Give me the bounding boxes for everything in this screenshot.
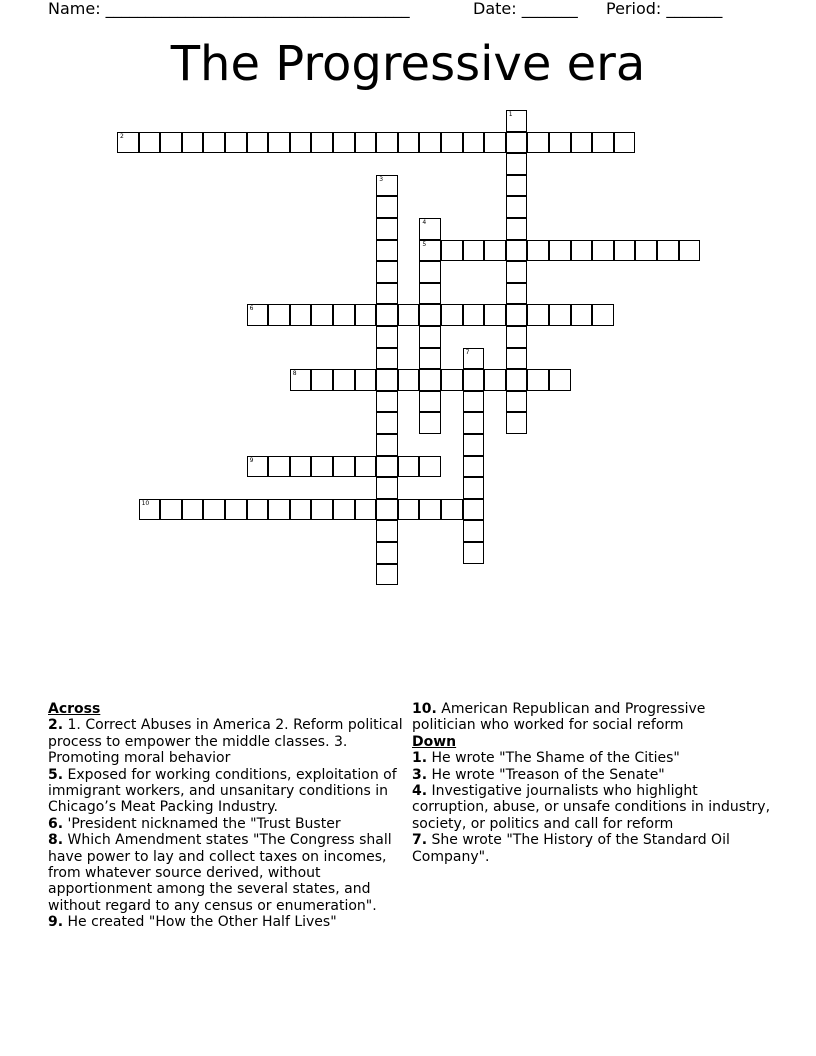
crossword-cell[interactable] [506,304,528,326]
period-field-label[interactable]: Period: _______ [606,0,723,18]
crossword-cell[interactable] [311,499,333,521]
crossword-cell[interactable] [203,132,225,154]
crossword-cell[interactable] [506,369,528,391]
crossword-cell[interactable] [592,240,614,262]
crossword-cell[interactable] [549,304,571,326]
across-clue-8 [48,832,408,914]
crossword-cell[interactable] [463,477,485,499]
crossword-cell[interactable] [614,132,636,154]
crossword-cell[interactable] [182,132,204,154]
crossword-cell[interactable] [484,369,506,391]
crossword-cell[interactable] [635,240,657,262]
crossword-cell[interactable] [376,196,398,218]
crossword-cell[interactable] [268,132,290,154]
crossword-cell[interactable] [376,520,398,542]
crossword-cell[interactable] [463,132,485,154]
crossword-cell[interactable] [355,456,377,478]
down-clue-4 [412,783,772,832]
crossword-cell[interactable] [376,434,398,456]
across-clue-2 [48,717,408,766]
crossword-cell[interactable] [333,132,355,154]
across-clue-5 [48,767,408,816]
crossword-cell[interactable] [463,520,485,542]
crossword-cell[interactable] [290,304,312,326]
crossword-cell[interactable] [419,499,441,521]
crossword-cell[interactable] [441,499,463,521]
crossword-cell[interactable] [506,153,528,175]
down-heading: Down [412,733,457,750]
date-field-label[interactable]: Date: _______ [473,0,578,18]
crossword-cell[interactable] [355,499,377,521]
crossword-cell[interactable] [225,499,247,521]
crossword-cell[interactable] [571,240,593,262]
crossword-cell[interactable] [506,412,528,434]
crossword-cell[interactable] [484,240,506,262]
crossword-cell[interactable] [463,304,485,326]
down-clue-3 [412,767,772,783]
crossword-cell[interactable] [376,391,398,413]
crossword-cell[interactable] [376,240,398,262]
crossword-cell[interactable] [419,132,441,154]
crossword-cell[interactable] [441,304,463,326]
crossword-cell[interactable] [506,240,528,262]
cell-number: 2 [120,132,124,140]
crossword-cell[interactable] [463,499,485,521]
crossword-cell[interactable] [333,456,355,478]
crossword-cell[interactable] [657,240,679,262]
clue-number: 7. [412,832,428,849]
crossword-cell[interactable] [549,369,571,391]
crossword-cell[interactable] [463,348,485,370]
crossword-cell[interactable] [592,304,614,326]
crossword-cell[interactable] [160,132,182,154]
clue-text: Investigative journalists who highlight corruption, abuse, or unsafe conditions in industry, society, or politics and call for reform [412,783,771,832]
crossword-cell[interactable] [376,261,398,283]
crossword-cell[interactable] [506,218,528,240]
crossword-cell[interactable] [182,499,204,521]
down-clue-7 [412,832,772,865]
crossword-cell[interactable] [290,132,312,154]
crossword-cell[interactable] [203,499,225,521]
crossword-cell[interactable] [247,132,269,154]
crossword-cell[interactable] [268,304,290,326]
crossword-cell[interactable] [419,348,441,370]
cell-number: 9 [249,456,254,464]
crossword-cell[interactable] [484,132,506,154]
crossword-cell[interactable] [463,369,485,391]
page-title: The Progressive era [170,36,646,92]
crossword-cell[interactable] [290,369,312,391]
down-clue-1 [412,750,772,766]
crossword-cell[interactable] [398,132,420,154]
crossword-cell[interactable] [376,477,398,499]
crossword-cell[interactable] [506,261,528,283]
clue-text: 'President nicknamed the "Trust Buster [67,815,341,832]
crossword-cell[interactable] [268,499,290,521]
cell-number: 1 [508,111,513,118]
crossword-cell[interactable] [376,456,398,478]
crossword-cell[interactable] [463,434,485,456]
crossword-cell[interactable] [463,240,485,262]
crossword-cell[interactable] [506,110,528,132]
crossword-cell[interactable] [527,304,549,326]
crossword-cell[interactable] [376,412,398,434]
crossword-cell[interactable] [419,283,441,305]
clue-number: 8. [48,832,64,849]
crossword-cell[interactable] [614,240,636,262]
crossword-cell[interactable] [160,499,182,521]
crossword-cell[interactable] [527,240,549,262]
crossword-cell[interactable] [398,456,420,478]
crossword-cell[interactable] [247,304,269,326]
clue-number: 9. [48,914,64,931]
clue-number: 6. [48,815,64,832]
clues-right-column [412,701,772,865]
crossword-cell[interactable] [419,261,441,283]
clue-number: 2. [48,717,64,734]
crossword-cell[interactable] [376,283,398,305]
crossword-cell[interactable] [398,499,420,521]
clue-text: She wrote "The History of the Standard Oil Company". [412,832,730,865]
crossword-cell[interactable] [571,304,593,326]
clue-text: American Republican and Progressive politician who worked for social reform [412,701,706,734]
crossword-cell[interactable] [679,240,701,262]
name-field-label[interactable]: Name: ______________________________________ [48,0,410,18]
crossword-cell[interactable] [398,304,420,326]
cell-number: 5 [422,240,427,248]
crossword-cell[interactable] [376,348,398,370]
cell-number: 10 [141,499,150,507]
crossword-cell[interactable] [549,132,571,154]
crossword-cell[interactable] [290,499,312,521]
crossword-cell[interactable] [419,240,441,262]
crossword-cell[interactable] [463,456,485,478]
cell-number: 3 [379,175,384,183]
crossword-cell[interactable] [376,175,398,197]
crossword-cell[interactable] [333,304,355,326]
across-clue-9 [48,914,408,930]
crossword-cell[interactable] [376,218,398,240]
cell-number: 7 [465,348,470,356]
crossword-cell[interactable] [333,499,355,521]
crossword-cell[interactable] [441,240,463,262]
crossword-cell[interactable] [484,304,506,326]
clue-number: 5. [48,766,64,783]
across-clue-10 [412,701,772,734]
crossword-cell[interactable] [419,304,441,326]
clue-text: He wrote "Treason of the Senate" [431,766,665,783]
crossword-cell[interactable] [527,132,549,154]
crossword-cell[interactable] [571,132,593,154]
cell-number: 4 [422,219,427,226]
crossword-cell[interactable] [527,369,549,391]
crossword-cell[interactable] [290,456,312,478]
clue-text: Which Amendment states "The Congress shall have power to lay and collect taxes on incomes, from whatever source derived, without apportionment among the several states, and without regard to any census or enumeration". [48,832,392,914]
crossword-cell[interactable] [376,369,398,391]
crossword-cell[interactable] [376,564,398,586]
crossword-cell[interactable] [311,456,333,478]
crossword-cell[interactable] [419,369,441,391]
crossword-cell[interactable] [419,456,441,478]
crossword-cell[interactable] [311,132,333,154]
across-heading: Across [48,701,101,717]
crossword-cell[interactable] [268,456,290,478]
crossword-cell[interactable] [506,348,528,370]
crossword-cell[interactable] [549,240,571,262]
crossword-cell[interactable] [376,304,398,326]
crossword-cell[interactable] [376,542,398,564]
crossword-cell[interactable] [376,132,398,154]
crossword-cell[interactable] [463,412,485,434]
crossword-cell[interactable] [506,175,528,197]
crossword-cell[interactable] [506,283,528,305]
crossword-cell[interactable] [376,326,398,348]
clue-number: 10. [412,701,437,717]
crossword-cell[interactable] [419,412,441,434]
crossword-cell[interactable] [506,132,528,154]
crossword-cell[interactable] [311,369,333,391]
crossword-cell[interactable] [117,132,139,154]
crossword-cell[interactable] [506,391,528,413]
crossword-cell[interactable] [139,132,161,154]
crossword-cell[interactable] [463,391,485,413]
crossword-cell[interactable] [463,542,485,564]
crossword-cell[interactable] [311,304,333,326]
crossword-cell[interactable] [398,369,420,391]
clue-number: 1. [412,750,428,767]
crossword-cell[interactable] [376,499,398,521]
clue-text: He created "How the Other Half Lives" [67,914,337,931]
clue-number: 4. [412,783,428,800]
crossword-cell[interactable] [225,132,247,154]
crossword-cell[interactable] [355,369,377,391]
crossword-cell[interactable] [419,218,441,240]
clues-left-column [48,701,408,931]
crossword-cell[interactable] [247,456,269,478]
cell-number: 8 [292,370,297,378]
crossword-cell[interactable] [506,196,528,218]
clue-text: Exposed for working conditions, exploitation of immigrant workers, and unsanitary conditions in Chicago’s Meat Packing Industry. [48,766,397,816]
cell-number: 6 [249,305,254,313]
crossword-cell[interactable] [419,391,441,413]
crossword-cell[interactable] [441,369,463,391]
across-clue-6 [48,816,408,832]
crossword-cell[interactable] [419,326,441,348]
clue-text: He wrote "The Shame of the Cities" [431,750,680,767]
crossword-cell[interactable] [247,499,269,521]
crossword-cell[interactable] [139,499,161,521]
clue-number: 3. [412,766,428,783]
crossword-cell[interactable] [355,132,377,154]
crossword-cell[interactable] [506,326,528,348]
crossword-cell[interactable] [333,369,355,391]
crossword-cell[interactable] [441,132,463,154]
crossword-cell[interactable] [355,304,377,326]
clue-text: 1. Correct Abuses in America 2. Reform political process to empower the middle classes. 3. Promoting moral behavior [48,717,403,767]
crossword-cell[interactable] [592,132,614,154]
